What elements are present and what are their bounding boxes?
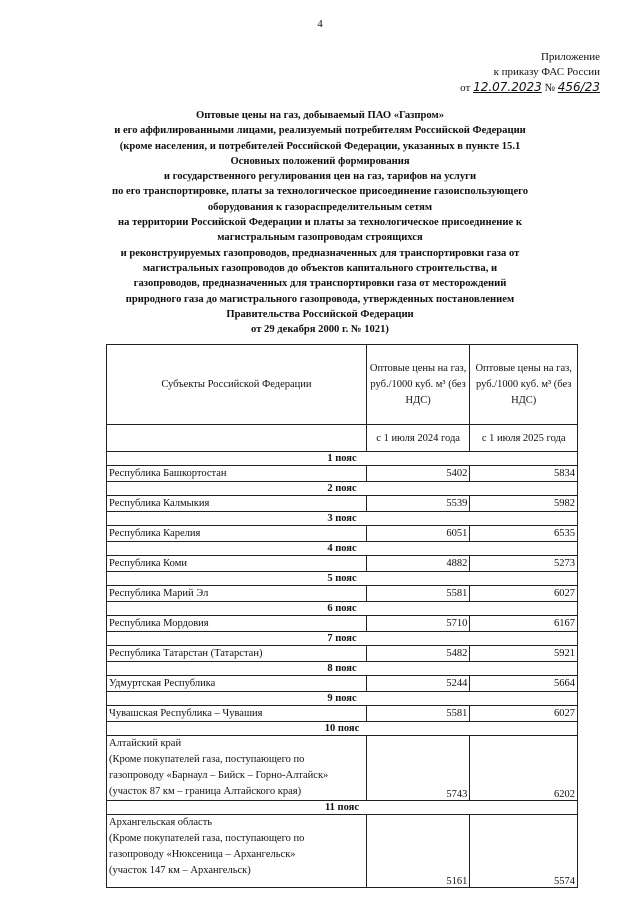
region-name: Республика Татарстан (Татарстан) (107, 646, 367, 662)
table-row (107, 646, 578, 662)
title-line: магистральных газопроводов до объектов капитального строительства, и (142, 262, 498, 274)
zone-header-row (107, 632, 578, 646)
date-2024: с 1 июля 2024 года (366, 425, 470, 452)
price-2025: 5273 (470, 556, 578, 572)
price-2025: 6027 (470, 586, 578, 602)
price-2025: 6167 (470, 616, 578, 632)
zone-label: 6 пояс (107, 602, 578, 616)
price-2025: 5921 (470, 646, 578, 662)
zone-header-row (107, 801, 578, 815)
zone-label: 9 пояс (107, 692, 578, 706)
zone-header-row (107, 512, 578, 526)
price-2024: 5482 (366, 646, 470, 662)
table-row (107, 586, 578, 602)
region-name: Республика Башкортостан (107, 466, 367, 482)
region-name: Республика Карелия (107, 526, 367, 542)
zone-label: 5 пояс (107, 572, 578, 586)
order-date: 12.07.2023 (473, 80, 542, 94)
title-line: газопроводов, предназначенных для транспортировки газа от месторождений (133, 278, 507, 290)
date-prefix: от (460, 82, 471, 94)
zone-header-row (107, 452, 578, 466)
region-name: Республика Марий Эл (107, 586, 367, 602)
region-name (107, 815, 367, 888)
title-line: Правительства Российской Федерации (226, 308, 414, 320)
zone-header-row (107, 602, 578, 616)
price-2025: 5834 (470, 466, 578, 482)
header-price-2024: Оптовые цены на газ, руб./1000 куб. м³ (без НДС) (366, 345, 470, 425)
region-line: (Кроме покупателей газа, поступающего по (109, 833, 305, 844)
order-date-line (400, 80, 600, 96)
title-line: оборудования к газораспределительным сетям (207, 201, 433, 213)
zone-label: 1 пояс (107, 452, 578, 466)
zone-label: 2 пояс (107, 482, 578, 496)
zone-label: 11 пояс (107, 801, 578, 815)
price-2024: 5743 (366, 736, 470, 801)
zone-header-row (107, 662, 578, 676)
number-label: № (544, 82, 556, 94)
price-table (106, 344, 578, 888)
table-row (107, 616, 578, 632)
region-line: Архангельская область (109, 817, 213, 828)
price-2024: 5244 (366, 676, 470, 692)
region-name: Удмуртская Республика (107, 676, 367, 692)
table-row (107, 556, 578, 572)
price-2024: 5581 (366, 586, 470, 602)
title-line: на территории Российской Федерации и платы за технологическое присоединение к (118, 217, 522, 229)
price-2025: 5982 (470, 496, 578, 512)
title-line: и его аффилированными лицами, реализуемый потребителям Российской Федерации (114, 125, 526, 137)
price-2025: 5574 (470, 815, 578, 888)
price-2025: 5664 (470, 676, 578, 692)
region-line: (участок 87 км – граница Алтайского края) (109, 786, 302, 797)
table-row (107, 706, 578, 722)
title-line: природного газа до магистрального газопровода, утвержденных постановлением (125, 293, 515, 305)
region-name: Республика Мордовия (107, 616, 367, 632)
zone-label: 8 пояс (107, 662, 578, 676)
title-line: магистральным газопроводам строящихся (217, 232, 423, 244)
title-line: (кроме населения, и потребителей Российской Федерации, указанных в пункте 15.1 (119, 140, 521, 152)
zone-header-row (107, 542, 578, 556)
price-2025: 6202 (470, 736, 578, 801)
region-name: Республика Калмыкия (107, 496, 367, 512)
zone-label: 4 пояс (107, 542, 578, 556)
region-line: газопроводу «Барнаул – Бийск – Горно-Алтайск» (109, 770, 329, 781)
header-subjects: Субъекты Российской Федерации (107, 345, 367, 425)
page-number: 4 (317, 18, 323, 30)
region-name: Чувашская Республика – Чувашия (107, 706, 367, 722)
region-name: Республика Коми (107, 556, 367, 572)
price-2025: 6535 (470, 526, 578, 542)
price-2024: 5581 (366, 706, 470, 722)
price-2024: 4882 (366, 556, 470, 572)
document-title (60, 108, 580, 337)
price-2024: 6051 (366, 526, 470, 542)
zone-label: 3 пояс (107, 512, 578, 526)
appendix-header (400, 50, 600, 96)
zone-label: 7 пояс (107, 632, 578, 646)
table-row (107, 815, 578, 888)
region-line: газопроводу «Нюксеница – Архангельск» (109, 849, 296, 860)
region-line: (Кроме покупателей газа, поступающего по (109, 754, 305, 765)
zone-label: 10 пояс (107, 722, 578, 736)
table-row (107, 496, 578, 512)
zone-header-row (107, 692, 578, 706)
price-2025: 6027 (470, 706, 578, 722)
zone-header-row (107, 722, 578, 736)
region-name (107, 736, 367, 801)
price-2024: 5710 (366, 616, 470, 632)
title-line: и реконструируемых газопроводов, предназначенных для транспортировки газа от (120, 247, 520, 259)
date-empty-cell (107, 425, 367, 452)
price-2024: 5539 (366, 496, 470, 512)
zone-header-row (107, 572, 578, 586)
order-number: 456/23 (557, 80, 600, 94)
price-2024: 5161 (366, 815, 470, 888)
date-2025: с 1 июля 2025 года (470, 425, 578, 452)
table-row (107, 466, 578, 482)
title-line: от 29 декабря 2000 г. № 1021) (251, 324, 389, 336)
header-price-2025: Оптовые цены на газ, руб./1000 куб. м³ (без НДС) (470, 345, 578, 425)
title-line: Оптовые цены на газ, добываемый ПАО «Газпром» (195, 110, 445, 121)
price-2024: 5402 (366, 466, 470, 482)
region-line: (участок 147 км – Архангельск) (109, 865, 251, 876)
appendix-label: Приложение (540, 51, 600, 63)
region-line: Алтайский край (109, 738, 182, 749)
order-reference: к приказу ФАС России (493, 66, 600, 78)
table-row (107, 676, 578, 692)
table-row (107, 526, 578, 542)
title-line: и государственного регулирования цен на газ, тарифов на услуги (163, 171, 477, 183)
zone-header-row (107, 482, 578, 496)
title-line: Основных положений формирования (230, 155, 410, 167)
table-row (107, 736, 578, 801)
title-line: по его транспортировке, платы за технологическое присоединение газоиспользующего (111, 186, 529, 198)
